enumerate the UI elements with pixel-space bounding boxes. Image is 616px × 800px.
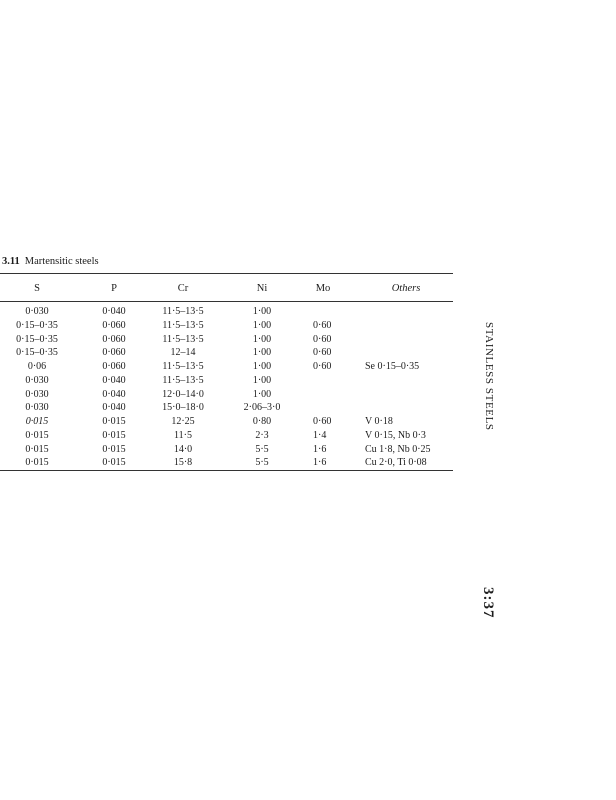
cell-cr: 12·25 xyxy=(171,416,195,427)
cell-others: Se 0·15–0·35 xyxy=(365,361,420,372)
cell-mo: 1·6 xyxy=(313,443,327,455)
cell-s: 0·030 xyxy=(25,306,49,317)
cell-p: 0·015 xyxy=(102,443,126,455)
side-running-title: STAINLESS STEELS xyxy=(483,322,495,431)
cell-others: V 0·18 xyxy=(365,416,393,427)
table-number: 3.11 xyxy=(2,256,20,267)
cell-p: 0·040 xyxy=(102,402,126,414)
cell-others: Cu 1·8, Nb 0·25 xyxy=(365,443,431,455)
cell-cr: 14·0 xyxy=(173,443,193,455)
cell-ni: 5·5 xyxy=(255,443,269,455)
cell-ni: 5·5 xyxy=(255,457,269,469)
header-ni: Ni xyxy=(256,283,268,294)
header-others: Others xyxy=(391,283,421,294)
cell-mo: 0·60 xyxy=(313,347,332,359)
cell-s: 0·015 xyxy=(25,429,49,441)
cell-s: 0·015 xyxy=(25,443,49,455)
cell-mo: 0·60 xyxy=(313,416,332,427)
cell-s: 0·030 xyxy=(25,388,49,400)
cell-cr: 11·5–13·5 xyxy=(162,319,204,331)
cell-ni: 1·00 xyxy=(252,347,272,359)
cell-cr: 15·8 xyxy=(173,457,193,469)
cell-p: 0·060 xyxy=(102,361,126,372)
cell-mo: 0·60 xyxy=(313,319,332,331)
cell-p: 0·060 xyxy=(102,347,126,359)
cell-ni: 2·06–3·0 xyxy=(243,402,281,414)
cell-ni: 1·00 xyxy=(252,361,272,372)
cell-mo: 0·60 xyxy=(313,361,332,372)
cell-s: 0·015 xyxy=(25,457,49,469)
cell-others: V 0·15, Nb 0·3 xyxy=(365,429,426,441)
cell-s: 0·030 xyxy=(25,374,49,386)
cell-cr: 12·0–14·0 xyxy=(162,388,204,400)
cell-s: 0·15–0·35 xyxy=(16,347,58,359)
cell-ni: 1·00 xyxy=(252,374,272,386)
cell-ni: 2·3 xyxy=(255,429,269,441)
table-title: Martensitic steels xyxy=(24,256,99,267)
cell-s: 0·15–0·35 xyxy=(16,333,58,345)
cell-mo: 1·4 xyxy=(313,429,327,441)
cell-others: Cu 2·0, Ti 0·08 xyxy=(365,457,427,469)
cell-cr: 11·5–13·5 xyxy=(162,374,204,386)
cell-s: 0·06 xyxy=(27,361,47,372)
cell-cr: 11·5–13·5 xyxy=(162,333,204,345)
cell-cr: 15·0–18·0 xyxy=(162,402,204,414)
cell-mo: 1·6 xyxy=(313,457,327,469)
cell-s: 0·030 xyxy=(25,402,49,414)
cell-p: 0·015 xyxy=(102,457,126,469)
cell-mo: 0·60 xyxy=(313,333,332,345)
cell-ni: 1·00 xyxy=(252,333,272,345)
cell-p: 0·040 xyxy=(102,374,126,386)
header-s: S xyxy=(34,283,40,294)
cell-ni: 1·00 xyxy=(252,306,272,317)
cell-p: 0·060 xyxy=(102,333,126,345)
cell-p: 0·015 xyxy=(102,429,126,441)
header-p: P xyxy=(111,283,117,294)
cell-ni: 1·00 xyxy=(252,319,272,331)
cell-cr: 11·5–13·5 xyxy=(162,306,204,317)
cell-p: 0·040 xyxy=(102,388,126,400)
cell-p: 0·040 xyxy=(102,306,126,317)
cell-cr: 11·5–13·5 xyxy=(162,361,204,372)
cell-p: 0·060 xyxy=(102,319,126,331)
cell-s: 0·015 xyxy=(25,416,49,427)
cell-p: 0·015 xyxy=(102,416,126,427)
cell-cr: 12–14 xyxy=(170,347,196,359)
header-cr: Cr xyxy=(177,283,189,294)
header-mo: Mo xyxy=(315,283,331,294)
cell-ni: 0·80 xyxy=(252,416,272,427)
cell-s: 0·15–0·35 xyxy=(16,319,58,331)
cell-cr: 11·5 xyxy=(174,429,192,441)
page-number: 3:37 xyxy=(480,587,496,619)
cell-ni: 1·00 xyxy=(252,388,272,400)
